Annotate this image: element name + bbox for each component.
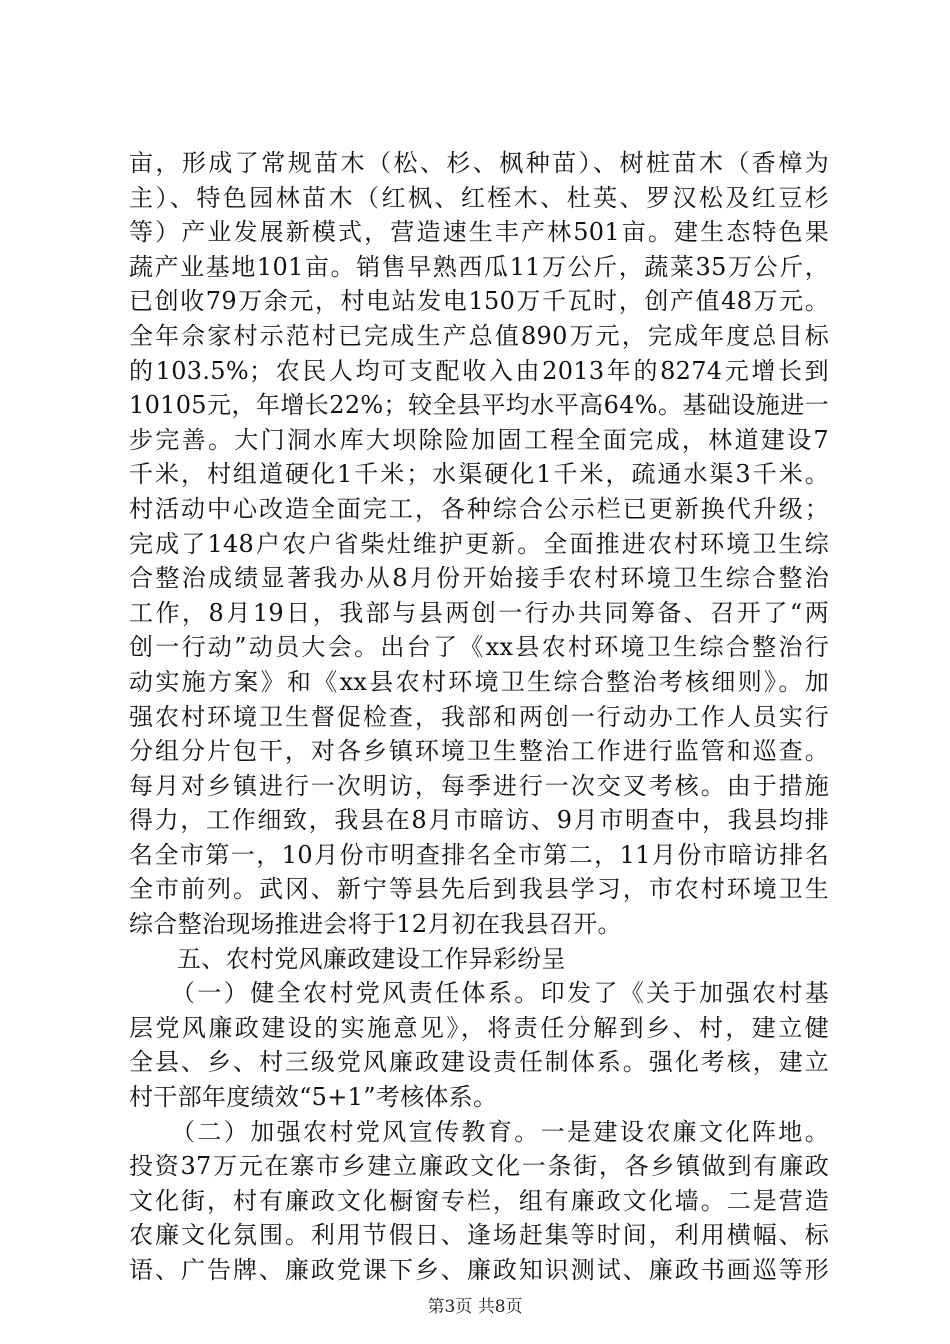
- text-line: 村干部年度绩效“5+1”考核体系。: [129, 1083, 498, 1112]
- text-line: 等）产业发展新模式，营造速生丰产林501亩。建生态特色果: [129, 218, 829, 247]
- section-heading: 五、农村党风廉政建设工作异彩纷呈: [177, 944, 566, 973]
- text-line: 已创收79万余元，村电站发电150万千瓦时，创产值48万元。: [129, 287, 829, 316]
- text-line: 综合整治现场推进会将于12月初在我县召开。: [129, 910, 622, 939]
- text-line: 千米，村组道硬化1千米；水渠硬化1千米，疏通水渠3千米。: [129, 460, 829, 489]
- text-line: 完成了148户农户省柴灶维护更新。全面推进农村环境卫生综: [129, 529, 829, 558]
- text-line: 农廉文化氛围。利用节假日、逢场赶集等时间，利用横幅、标: [129, 1221, 829, 1250]
- text-line: 分组分片包干，对各乡镇环境卫生整治工作进行监管和巡查。: [129, 737, 829, 766]
- text-line: 村活动中心改造全面完工，各种综合公示栏已更新换代升级；: [129, 494, 829, 523]
- text-line: 强农村环境卫生督促检查，我部和两创一行动办工作人员实行: [129, 702, 829, 731]
- text-line: 工作，8月19日，我部与县两创一行办共同筹备、召开了“两: [129, 598, 829, 627]
- text-line: 10105元，年增长22%；较全县平均水平高64%。基础设施进一: [129, 391, 829, 420]
- text-line: 投资37万元在寨市乡建立廉政文化一条街，各乡镇做到有廉政: [129, 1152, 829, 1181]
- text-line: 蔬产业基地101亩。销售早熟西瓜11万公斤，蔬菜35万公斤，: [129, 252, 829, 281]
- text-line: 语、广告牌、廉政党课下乡、廉政知识测试、廉政书画巡等形: [129, 1256, 829, 1284]
- text-line: 创一行动”动员大会。出台了《xx县农村环境卫生综合整治行: [129, 633, 829, 662]
- text-line: （一）健全农村党风责任体系。印发了《关于加强农村基: [171, 979, 829, 1008]
- body-text: [129, 146, 829, 1288]
- text-line: 主）、特色园林苗木（红枫、红桎木、杜英、罗汉松及红豆杉: [129, 183, 829, 212]
- text-line: 亩，形成了常规苗木（松、杉、枫种苗）、树桩苗木（香樟为: [129, 149, 829, 177]
- text-line: （二）加强农村党风宣传教育。一是建设农廉文化阵地。: [171, 1117, 829, 1146]
- text-line: 全年佘家村示范村已完成生产总值890万元，完成年度总目标: [129, 321, 829, 350]
- text-line: 得力，工作细致，我县在8月市暗访、9月市明查中，我县均排: [129, 806, 829, 835]
- page-number: 第3页 共8页: [427, 1297, 523, 1317]
- text-line: 的103.5%；农民人均可支配收入由2013年的8274元增长到: [129, 356, 829, 385]
- text-line: 步完善。大门洞水库大坝除险加固工程全面完成，林道建设7: [129, 425, 829, 454]
- text-line: 动实施方案》和《xx县农村环境卫生综合整治考核细则》。加: [129, 667, 829, 696]
- text-line: 层党风廉政建设的实施意见》，将责任分解到乡、村，建立健: [129, 1013, 829, 1042]
- text-line: 文化街，村有廉政文化橱窗专栏，组有廉政文化墙。二是营造: [129, 1186, 829, 1215]
- text-line: 合整治成绩显著我办从8月份开始接手农村环境卫生综合整治: [129, 564, 829, 593]
- text-line: 全县、乡、村三级党风廉政建设责任制体系。强化考核，建立: [129, 1048, 829, 1077]
- text-line: 名全市第一，10月份市明查排名全市第二，11月份市暗访排名: [129, 840, 829, 869]
- text-line: 全市前列。武冈、新宁等县先后到我县学习，市农村环境卫生: [129, 875, 829, 904]
- text-line: 每月对乡镇进行一次明访，每季进行一次交叉考核。由于措施: [129, 771, 829, 800]
